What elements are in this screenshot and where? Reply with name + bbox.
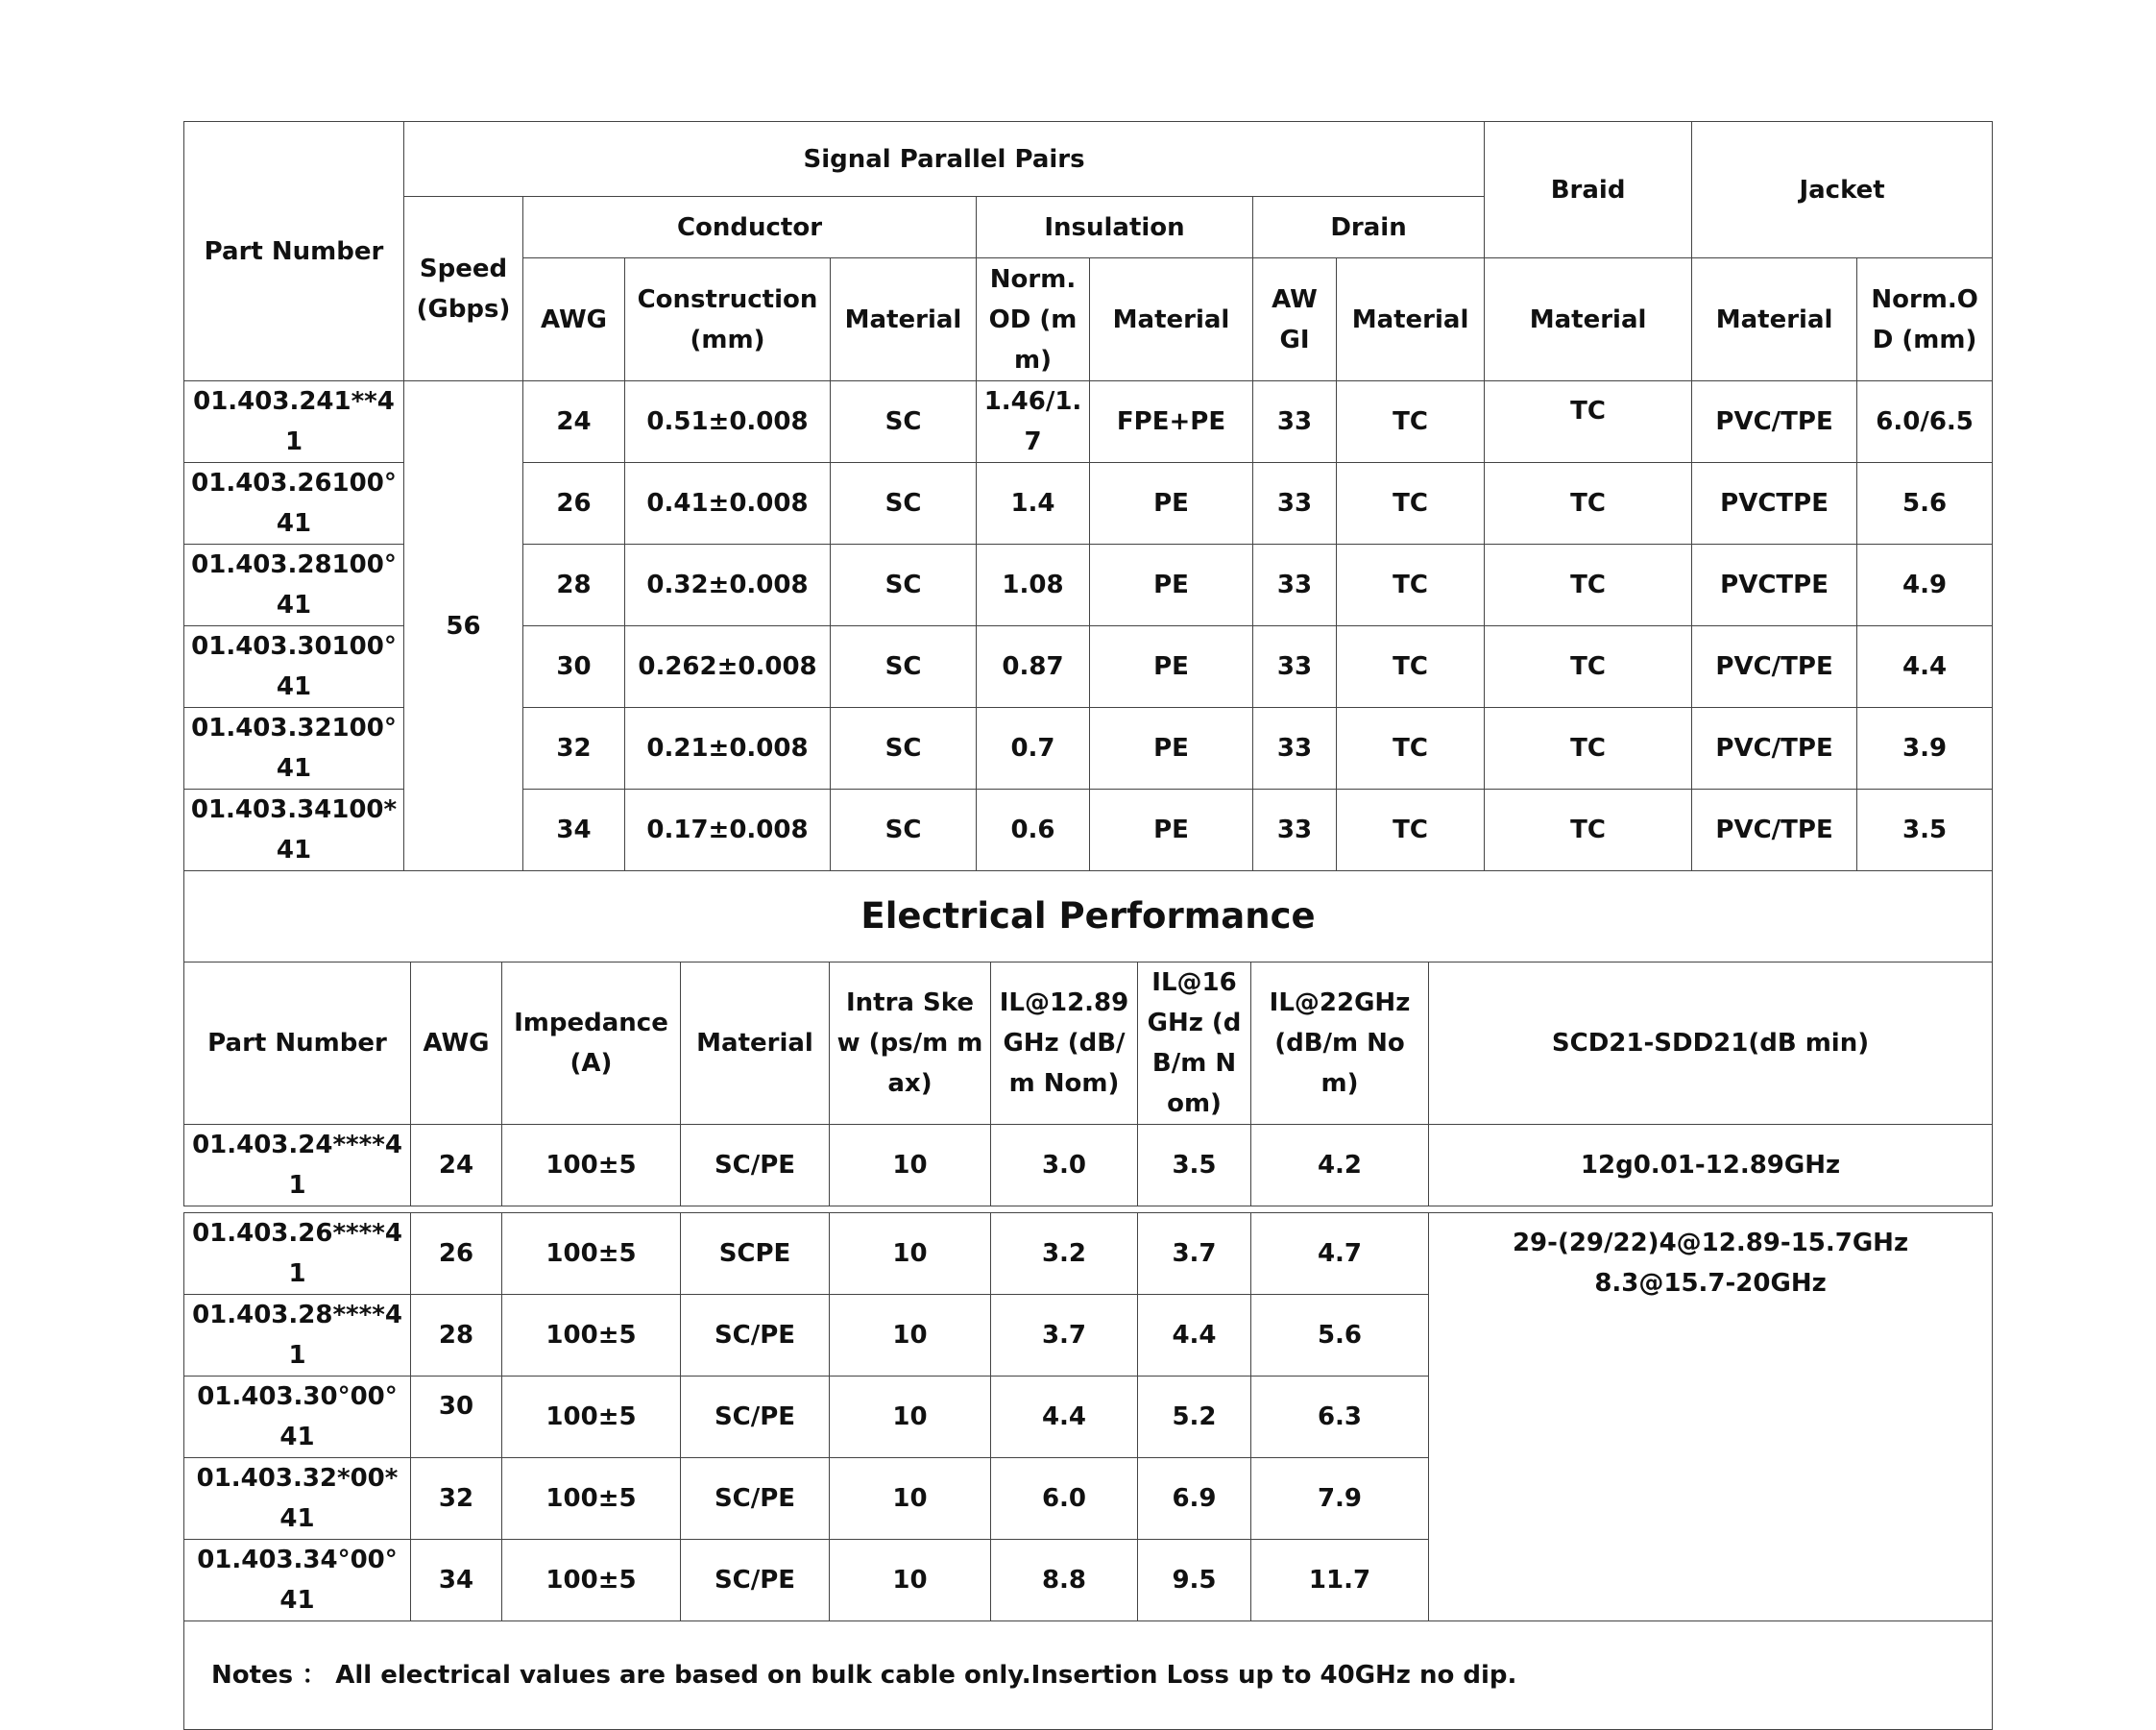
awg-cell: 30 [523,626,625,708]
od-cell: 1.46/1.7 [977,381,1090,463]
header-braid-material: Material [1485,258,1692,381]
elec-header-il-16: IL@16 GHz (dB/m Nom) [1138,962,1251,1125]
drain-awg-cell: 33 [1253,381,1337,463]
impedance-cell: 100±5 [502,1377,681,1458]
insulation-material-cell: PE [1090,790,1253,871]
skew-cell: 10 [830,1125,991,1206]
awg-cell: 28 [411,1295,502,1377]
material-cell: SC/PE [681,1540,830,1621]
skew-cell: 10 [830,1540,991,1621]
header-braid: Braid [1485,122,1692,258]
construction-cell: 0.32±0.008 [625,545,831,626]
il-16-cell: 3.5 [1138,1125,1251,1206]
scd21-group-cell [1429,1213,1993,1621]
drain-material-cell: TC [1337,463,1485,545]
elec-header-material: Material [681,962,830,1125]
il-12-89-cell: 4.4 [991,1377,1138,1458]
skew-cell: 10 [830,1213,991,1295]
jacket-od-cell: 3.5 [1857,790,1993,871]
awg-cell: 32 [411,1458,502,1540]
il-22-cell: 4.7 [1251,1213,1429,1295]
il-12-89-cell: 3.0 [991,1125,1138,1206]
drain-material-cell: TC [1337,790,1485,871]
jacket-od-cell: 3.9 [1857,708,1993,790]
insulation-material-cell: PE [1090,463,1253,545]
part-number-cell: 01.403.28100°41 [184,545,404,626]
part-number-cell: 01.403.26****41 [184,1213,411,1295]
skew-cell: 10 [830,1295,991,1377]
header-conductor-material: Material [831,258,977,381]
il-22-cell: 11.7 [1251,1540,1429,1621]
awg-cell: 32 [523,708,625,790]
material-cell: SC/PE [681,1377,830,1458]
material-cell: SCPE [681,1213,830,1295]
awg-cell: 34 [411,1540,502,1621]
il-16-cell: 5.2 [1138,1377,1251,1458]
conductor-material-cell: SC [831,708,977,790]
conductor-material-cell: SC [831,790,977,871]
header-construction: Construction (mm) [625,258,831,381]
construction-cell: 0.17±0.008 [625,790,831,871]
header-drain: Drain [1253,197,1485,258]
notes: Notes ： All electrical values are based on bulk cable only.Insertion Loss up to 40GHz no dip. [184,1621,1993,1730]
jacket-od-cell: 4.4 [1857,626,1993,708]
il-12-89-cell: 3.2 [991,1213,1138,1295]
impedance-cell: 100±5 [502,1540,681,1621]
construction-cell: 0.51±0.008 [625,381,831,463]
header-jacket-material: Material [1692,258,1857,381]
insulation-material-cell: FPE+PE [1090,381,1253,463]
spec-table [183,121,1993,871]
od-cell: 0.87 [977,626,1090,708]
part-number-cell: 01.403.32100°41 [184,708,404,790]
header-awg: AWG [523,258,625,381]
drain-material-cell: TC [1337,626,1485,708]
jacket-material-cell: PVC/TPE [1692,626,1857,708]
skew-cell: 10 [830,1458,991,1540]
il-22-cell: 6.3 [1251,1377,1429,1458]
od-cell: 1.08 [977,545,1090,626]
awg-cell: 28 [523,545,625,626]
elec-header-part-number: Part Number [184,962,411,1125]
electrical-table [183,871,1993,1730]
header-jacket-od: Norm.O D (mm) [1857,258,1993,381]
jacket-material-cell: PVC/TPE [1692,708,1857,790]
construction-cell: 0.262±0.008 [625,626,831,708]
header-insulation-material: Material [1090,258,1253,381]
elec-header-impedance: Impedance (A) [502,962,681,1125]
jacket-od-cell: 6.0/6.5 [1857,381,1993,463]
impedance-cell: 100±5 [502,1213,681,1295]
awg-cell: 26 [523,463,625,545]
header-drain-material: Material [1337,258,1485,381]
header-speed: Speed (Gbps) [404,197,523,381]
table-row [184,1125,1993,1206]
drain-material-cell: TC [1337,545,1485,626]
part-number-cell: 01.403.30100°41 [184,626,404,708]
awg-cell: 24 [523,381,625,463]
part-number-cell: 01.403.34100*41 [184,790,404,871]
construction-cell: 0.41±0.008 [625,463,831,545]
part-number-cell: 01.403.34°00°41 [184,1540,411,1621]
insulation-material-cell: PE [1090,626,1253,708]
header-conductor: Conductor [523,197,977,258]
part-number-cell: 01.403.32*00*41 [184,1458,411,1540]
header-signal-parallel-pairs: Signal Parallel Pairs [404,122,1485,197]
jacket-od-cell: 4.9 [1857,545,1993,626]
drain-awg-cell: 33 [1253,790,1337,871]
part-number-cell: 01.403.28****41 [184,1295,411,1377]
jacket-material-cell: PVCTPE [1692,545,1857,626]
scd21-line-1: 29-(29/22)4@12.89-15.7GHz [1512,1229,1909,1257]
part-number-cell: 01.403.26100°41 [184,463,404,545]
datasheet [183,121,1992,1730]
il-16-cell: 6.9 [1138,1458,1251,1540]
il-16-cell: 3.7 [1138,1213,1251,1295]
awg-cell: 34 [523,790,625,871]
drain-awg-cell: 33 [1253,463,1337,545]
braid-material-cell: TC [1485,626,1692,708]
elec-header-il-22: IL@22GHz (dB/m Nom) [1251,962,1429,1125]
il-22-cell: 5.6 [1251,1295,1429,1377]
header-part-number: Part Number [184,122,404,381]
drain-awg-cell: 33 [1253,708,1337,790]
table-row [184,1213,1993,1295]
braid-material-cell: TC [1485,545,1692,626]
drain-material-cell: TC [1337,381,1485,463]
conductor-material-cell: SC [831,463,977,545]
braid-material-cell: TC [1485,381,1692,463]
part-number-cell: 01.403.241**41 [184,381,404,463]
elec-header-intra-skew: Intra Skew (ps/m max) [830,962,991,1125]
od-cell: 0.6 [977,790,1090,871]
awg-cell: 26 [411,1213,502,1295]
jacket-material-cell: PVC/TPE [1692,790,1857,871]
il-12-89-cell: 8.8 [991,1540,1138,1621]
jacket-material-cell: PVCTPE [1692,463,1857,545]
elec-header-scd21: SCD21-SDD21(dB min) [1429,962,1993,1125]
header-norm-od: Norm. OD (mm) [977,258,1090,381]
part-number-cell: 01.403.24****41 [184,1125,411,1206]
conductor-material-cell: SC [831,626,977,708]
drain-awg-cell: 33 [1253,545,1337,626]
conductor-material-cell: SC [831,545,977,626]
il-12-89-cell: 3.7 [991,1295,1138,1377]
il-12-89-cell: 6.0 [991,1458,1138,1540]
awg-cell: 30 [411,1377,502,1458]
part-number-cell: 01.403.30°00°41 [184,1377,411,1458]
jacket-material-cell: PVC/TPE [1692,381,1857,463]
drain-material-cell: TC [1337,708,1485,790]
construction-cell: 0.21±0.008 [625,708,831,790]
header-insulation: Insulation [977,197,1253,258]
od-cell: 1.4 [977,463,1090,545]
braid-material-cell: TC [1485,708,1692,790]
impedance-cell: 100±5 [502,1295,681,1377]
electrical-performance-title: Electrical Performance [184,871,1993,962]
il-16-cell: 4.4 [1138,1295,1251,1377]
elec-header-awg: AWG [411,962,502,1125]
header-drain-awg: AW GI [1253,258,1337,381]
conductor-material-cell: SC [831,381,977,463]
awg-cell: 24 [411,1125,502,1206]
table-row [184,381,1993,463]
il-22-cell: 4.2 [1251,1125,1429,1206]
il-16-cell: 9.5 [1138,1540,1251,1621]
od-cell: 0.7 [977,708,1090,790]
material-cell: SC/PE [681,1125,830,1206]
header-jacket: Jacket [1692,122,1993,258]
material-cell: SC/PE [681,1458,830,1540]
insulation-material-cell: PE [1090,545,1253,626]
speed-cell: 56 [404,381,523,871]
elec-header-il-12-89: IL@12.89 GHz (dB/m Nom) [991,962,1138,1125]
jacket-od-cell: 5.6 [1857,463,1993,545]
drain-awg-cell: 33 [1253,626,1337,708]
material-cell: SC/PE [681,1295,830,1377]
braid-material-cell: TC [1485,790,1692,871]
impedance-cell: 100±5 [502,1458,681,1540]
skew-cell: 10 [830,1377,991,1458]
insulation-material-cell: PE [1090,708,1253,790]
impedance-cell: 100±5 [502,1125,681,1206]
braid-material-cell: TC [1485,463,1692,545]
scd21-line-2: 8.3@15.7-20GHz [1594,1269,1827,1298]
il-22-cell: 7.9 [1251,1458,1429,1540]
scd21-cell: 12g0.01-12.89GHz [1429,1125,1993,1206]
